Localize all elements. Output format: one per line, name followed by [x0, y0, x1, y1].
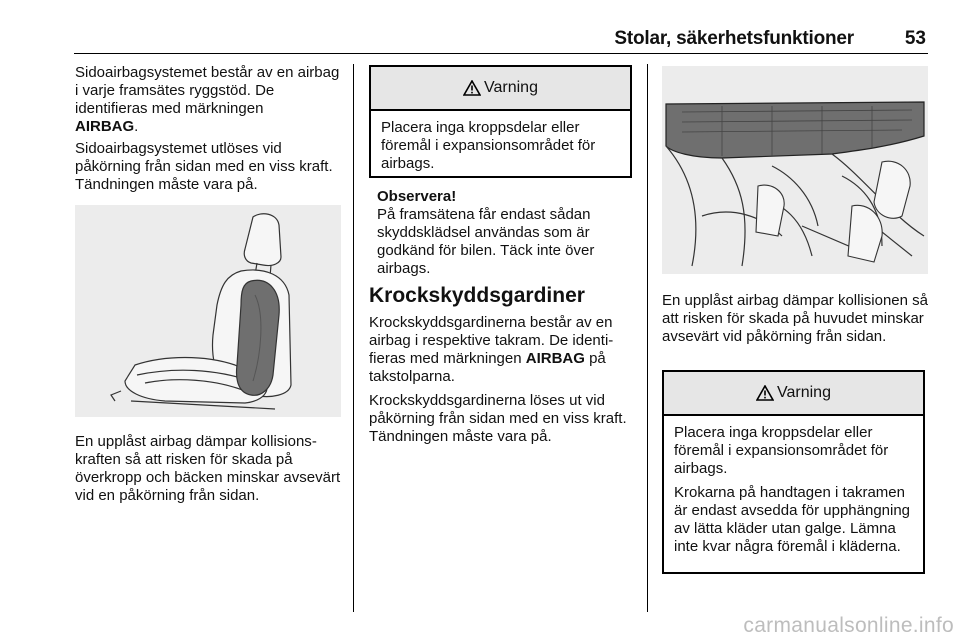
curtain-airbag-deployment: Krockskyddsgardinerna löses ut vid påkörning från sidan med en viss kraft. Tändningen måste vara på.	[369, 392, 627, 445]
curtain-airbag-illustration	[662, 66, 928, 274]
column-2-section	[369, 284, 635, 446]
header-rule	[74, 53, 928, 54]
warning-text-2b: Krokarna på handtagen i takramen är endast avsedda för upphängning av lätta kläder utan galge. Lämna inte kvar några föremål i kläderna.	[674, 484, 911, 555]
note-title: Observera!	[377, 188, 457, 205]
warning-header-1	[371, 67, 630, 111]
seat-airbag-illustration	[75, 205, 341, 417]
column-3-caption	[662, 292, 930, 346]
airbag-marking-2: AIRBAG	[525, 350, 585, 367]
note-block	[377, 188, 633, 278]
section-heading-curtain-airbags: Krockskyddsgardiner	[369, 284, 585, 307]
seat-illustration-svg	[75, 205, 341, 417]
section-title: Stolar, säkerhetsfunktioner	[614, 28, 854, 49]
curtain-airbag-caption: En upplåst airbag dämpar kollisionen så att risken för skada på huvudet minskar avsevärt vid påkörning från sidan.	[662, 292, 928, 345]
warning-triangle-icon	[756, 385, 774, 401]
seat-airbag-caption: En upplåst airbag dämpar kollisionskraften så att risken för skada på överkropp och bäcken minskar avsevärt vid en påkörning från sidan.	[75, 433, 341, 504]
warning-text-1: Placera inga kroppsdelar eller föremål i expansionsområdet för airbags.	[381, 119, 596, 172]
airbag-marking: AIRBAG	[75, 118, 135, 135]
warning-triangle-icon	[463, 80, 481, 96]
side-airbag-description: Sidoairbagsystemet består av en airbag i varje framsätes ryggstöd. De identifieras med märkningen AIRBAG.	[75, 64, 340, 135]
page-header	[74, 28, 928, 52]
side-airbag-deployment: Sidoairbagsystemet utlöses vid påkörning från sidan med en viss kraft. Tändningen måste vara på.	[75, 140, 333, 193]
warning-text-2a: Placera inga kroppsdelar eller föremål i expansionsområdet för airbags.	[674, 424, 889, 477]
watermark: carmanualsonline.info	[743, 614, 954, 637]
warning-box-1	[369, 65, 632, 178]
warning-box-2	[662, 370, 925, 574]
warning-header-2	[664, 372, 923, 416]
column-divider-2	[647, 64, 648, 612]
curtain-airbag-description: Krockskyddsgardinerna består av en airbag i respektive takram. De identifieras med märkningen AIRBAG på takstolparna.	[369, 314, 614, 385]
page-number: 53	[904, 28, 926, 49]
note-text: På framsätena får endast sådan skyddsklädsel användas som är godkänd för bilen. Täck inte över airbags.	[377, 206, 595, 277]
warning-label-2: Varning	[777, 384, 831, 401]
column-1-intro	[75, 64, 341, 194]
car-interior-svg	[662, 66, 928, 274]
column-divider-1	[353, 64, 354, 612]
column-1-caption	[75, 433, 343, 505]
warning-label-1: Varning	[484, 79, 538, 96]
side-airbag-shape	[237, 280, 280, 395]
